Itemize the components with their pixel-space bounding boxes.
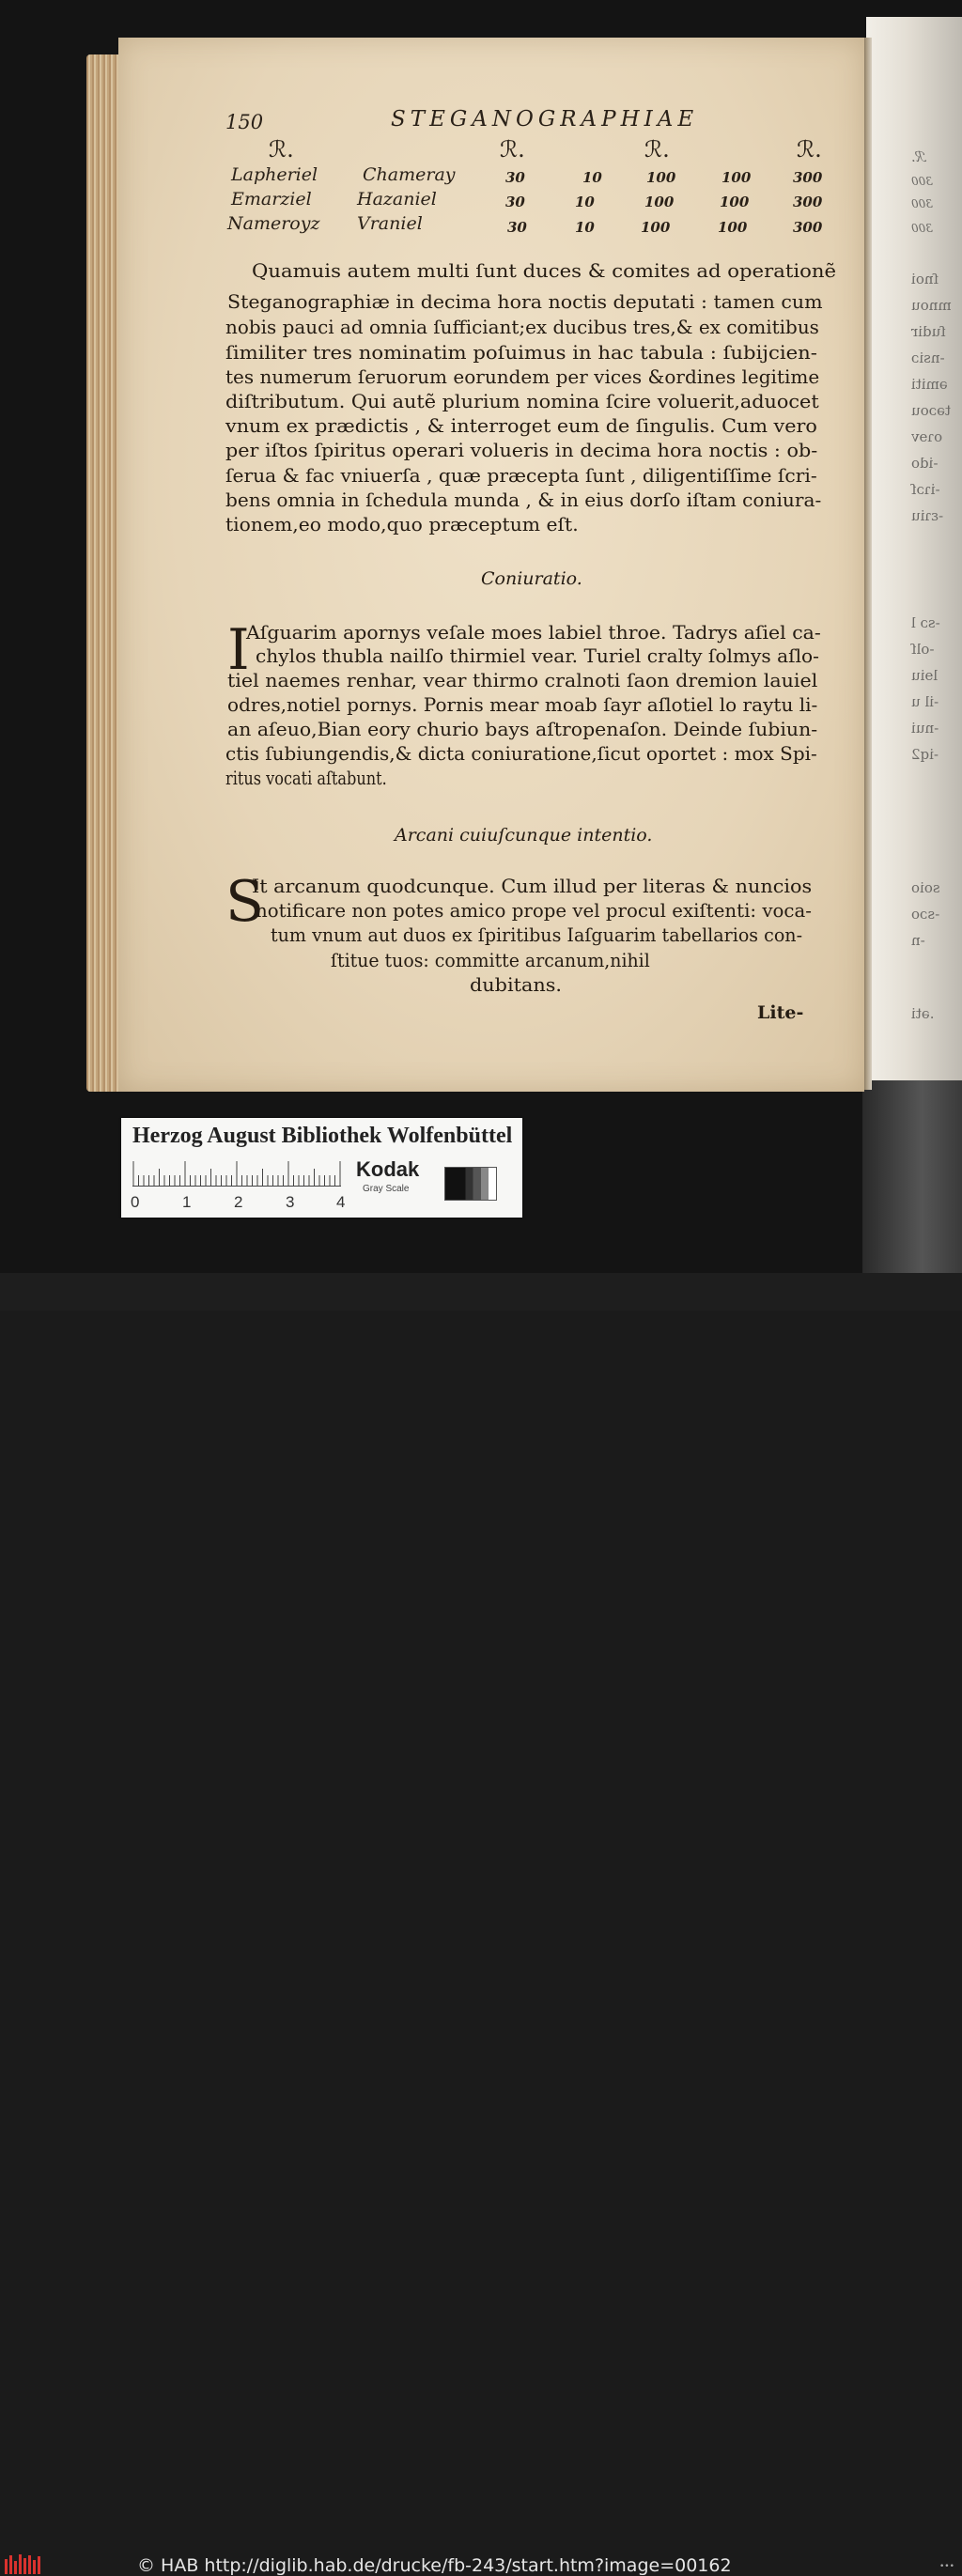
- page-number: 150: [225, 111, 264, 133]
- text-line: nobis pauci ad omnia ſufficiant;ex ducibus tres,& ex comitibus: [225, 317, 819, 338]
- text-line: tionem,eo modo,quo præceptum eſt.: [225, 514, 579, 535]
- table-header: ℛ.: [500, 136, 525, 163]
- text-line: an aſeuo,Bian eory churio bays aſtropenaſon. Deinde ſubiun-: [227, 719, 818, 740]
- text-line: chylos thubla nailſo thirmiel vear. Turiel cralty ſolmys aſlo-: [256, 645, 819, 667]
- running-head: STEGANOGRAPHIAE: [391, 107, 699, 132]
- text-line: tes numerum ſeruorum eorundem per vices &ordines legitime: [225, 366, 820, 388]
- table-cell-value: 300: [793, 194, 823, 210]
- ruler-ticks: [132, 1161, 341, 1186]
- kodak-logo: Kodak: [356, 1157, 420, 1181]
- catchword: Lite-: [757, 1002, 804, 1023]
- copyright-url: © HAB http://diglib.hab.de/drucke/fb-243/start.htm?image=00162: [137, 2555, 732, 2576]
- ruler-digit: 4: [336, 1193, 346, 1211]
- table-cell-value: 100: [641, 219, 671, 236]
- text-line: Steganographiæ in decima hora noctis deputati : tamen cum: [227, 291, 823, 313]
- table-cell-duke: Nameroyz: [227, 213, 320, 234]
- text-line: bens omnia in ſchedula munda , & in eius dorſo iſtam coniura-: [225, 489, 822, 511]
- table-cell-count: Vraniel: [357, 213, 423, 234]
- table-cell-value: 30: [505, 194, 525, 210]
- text-line: ritus vocati aſtabunt.: [225, 768, 387, 789]
- scan-viewport: [0, 0, 962, 1273]
- table-cell-value: 10: [582, 169, 602, 186]
- facing-page-edge: ℛ. 300 300 300 ſnoi mnou ſudir -nsiɔ əmiti təɔou oɿɘv -ido -iɿɔſ -ɛɿiu -sɔ l -olſ lɘiu -il u -nui -iq2 soio -sɔo -n .əti: [866, 17, 962, 1257]
- drop-cap: S: [225, 869, 265, 935]
- text-line: ſtitue tuos: committe arcanum,nihil: [331, 950, 650, 971]
- text-line: ctis ſubiungendis,& dicta coniuratione,ſicut oportet : mox Spi-: [225, 743, 817, 765]
- table-cell-value: 300: [793, 219, 823, 236]
- color-scale-card: [121, 1118, 522, 1218]
- text-line: It arcanum quodcunque. Cum illud per literas & nuncios: [252, 876, 813, 897]
- hab-logo-icon: [4, 2553, 45, 2576]
- text-line: dubitans.: [470, 974, 562, 996]
- gray-scale-label: Gray Scale: [363, 1184, 410, 1194]
- section-heading-coniuratio: Coniuratio.: [481, 568, 582, 589]
- table-cell-value: 300: [793, 169, 823, 186]
- text-line: Quamuis autem multi ſunt duces & comites ad operationẽ: [252, 260, 837, 282]
- ruler-digit: 3: [286, 1193, 295, 1211]
- book-page: [118, 38, 864, 1092]
- text-line: odres,notiel pornys. Pornis mear moab ſayr aſlotiel lo raytu li-: [227, 694, 818, 716]
- text-line: notificare non potes amico prope vel procul exiſtenti: voca-: [256, 900, 812, 922]
- table-cell-count: Chameray: [363, 164, 456, 185]
- table-header: ℛ.: [797, 136, 822, 163]
- table-cell-value: 100: [722, 169, 752, 186]
- text-line: ſerua & fac vniuerſa , quæ præcepta ſunt , diligentiſſime ſcri-: [225, 465, 817, 487]
- table-header: ℛ.: [644, 136, 670, 163]
- ruler-digit: 1: [182, 1193, 192, 1211]
- text-line: per iſtos ſpiritus operari volueris in decima hora noctis : ob-: [225, 440, 818, 461]
- section-heading-arcani: Arcani cuiuſcunque intentio.: [395, 825, 653, 846]
- table-cell-value: 100: [720, 194, 750, 210]
- page-stack-edge: [86, 54, 122, 1092]
- table-cell-value: 30: [505, 169, 525, 186]
- book-cover-edge: [862, 1080, 962, 1273]
- table-cell-value: 100: [646, 169, 676, 186]
- table-cell-value: 30: [507, 219, 527, 236]
- ruler-scale: [132, 1161, 341, 1187]
- gray-scale-swatch: [444, 1167, 497, 1201]
- text-line: vnum ex prædictis , & interroget eum de ſingulis. Cum vero: [225, 415, 817, 437]
- text-line: tum vnum aut duos ex ſpiritibus Iaſguarim tabellarios con-: [271, 924, 803, 946]
- table-cell-duke: Emarziel: [231, 189, 312, 209]
- ruler-digit: 0: [131, 1193, 140, 1211]
- text-line: diſtributum. Qui autẽ plurium nomina ſcire voluerit,aduocet: [225, 391, 819, 412]
- menu-dots-icon[interactable]: •••: [939, 2562, 954, 2571]
- text-line: tiel naemes renhar, vear thirmo cralnoti ſaon dremion lauiel: [227, 670, 818, 691]
- table-cell-count: Hazaniel: [357, 189, 437, 209]
- library-name: Herzog August Bibliothek Wolfenbüttel: [132, 1124, 513, 1148]
- text-line: Aſguarim apornys veſale moes labiel throe. Tadrys aſiel ca-: [246, 622, 821, 644]
- text-line: ſimiliter tres nominatim poſuimus in hac tabula : ſubijcien-: [225, 342, 817, 364]
- table-cell-value: 10: [575, 194, 595, 210]
- table-header: ℛ.: [269, 136, 294, 163]
- ruler-digit: 2: [234, 1193, 243, 1211]
- drop-cap: I: [227, 617, 250, 683]
- table-cell-value: 100: [718, 219, 748, 236]
- table-cell-value: 100: [644, 194, 675, 210]
- footer-bar: [0, 1273, 962, 2576]
- table-cell-value: 10: [575, 219, 595, 236]
- table-cell-duke: Lapheriel: [231, 164, 318, 185]
